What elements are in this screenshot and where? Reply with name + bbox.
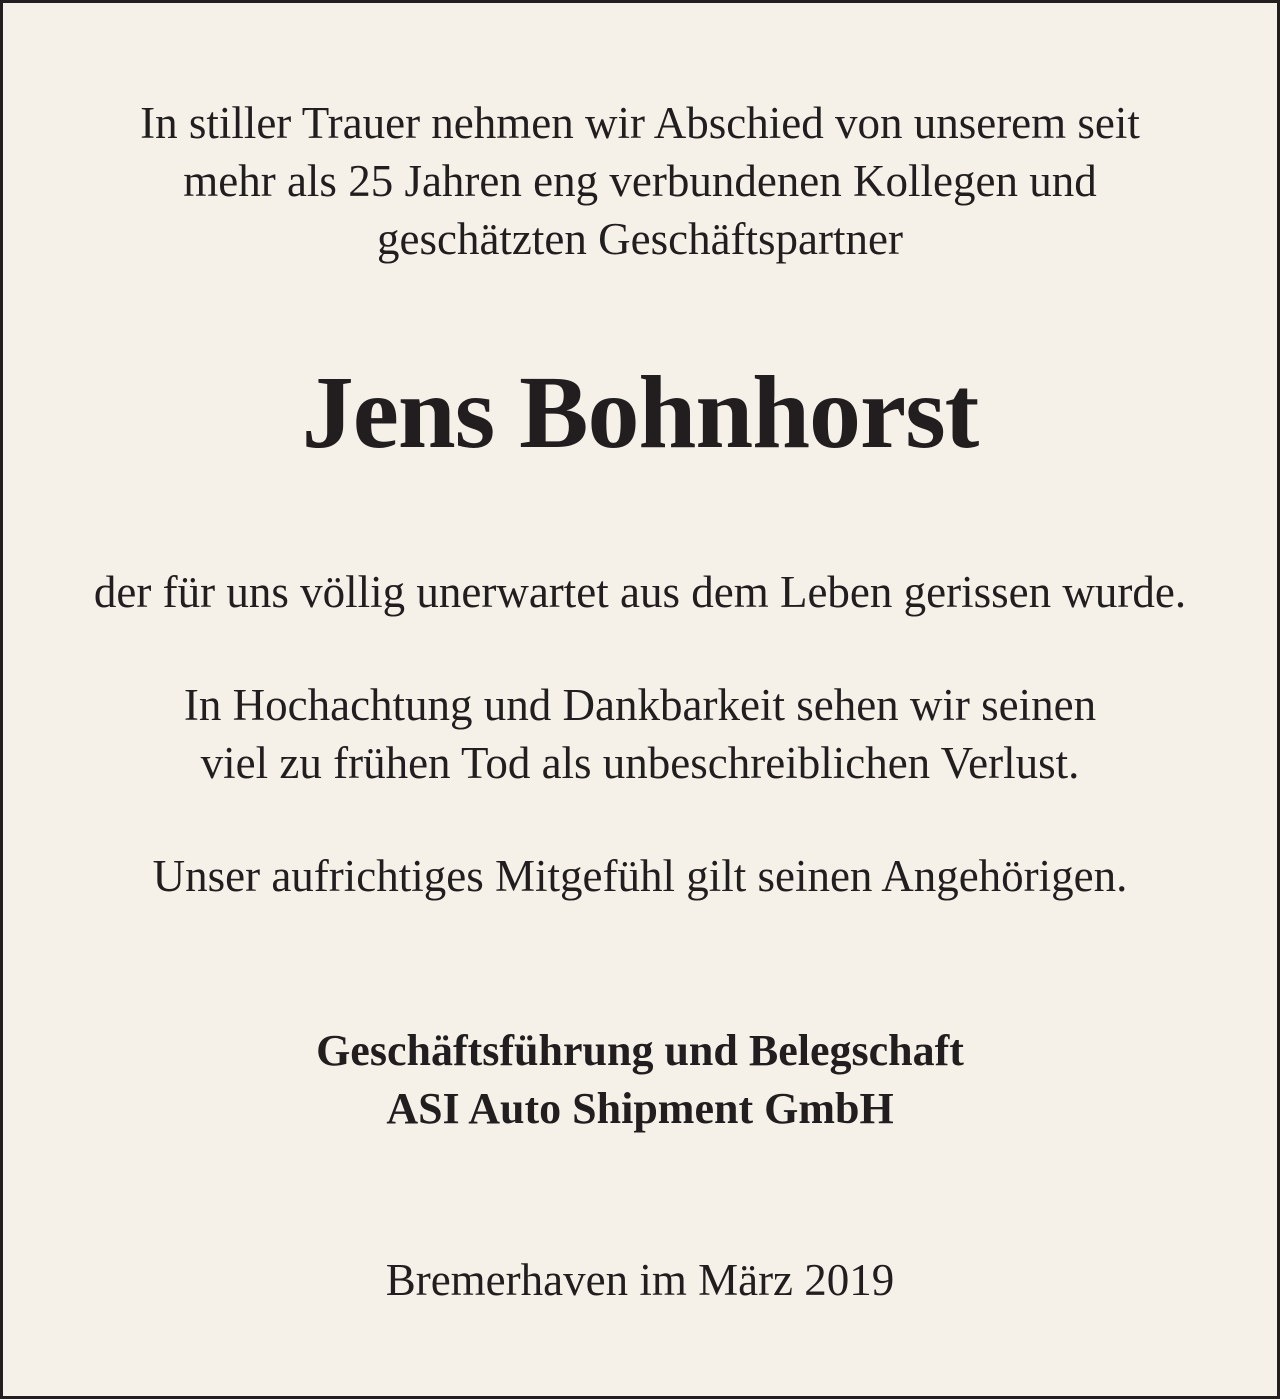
deceased-name: Jens Bohnhorst xyxy=(301,355,979,470)
signature-line-2: ASI Auto Shipment GmbH xyxy=(386,1084,894,1133)
intro-line-1: In stiller Trauer nehmen wir Abschied von unserem seit xyxy=(140,98,1140,148)
condolence-line: Unser aufrichtiges Mitgefühl gilt seinen Angehörigen. xyxy=(152,851,1128,901)
statement-line: der für uns völlig unerwartet aus dem Leben gerissen wurde. xyxy=(93,567,1187,617)
intro-line-2: mehr als 25 Jahren eng verbundenen Kollegen und xyxy=(183,156,1097,206)
tribute-line-1: In Hochachtung und Dankbarkeit sehen wir seinen xyxy=(183,680,1097,730)
signature-line-1: Geschäftsführung und Belegschaft xyxy=(316,1026,964,1075)
place-date-line: Bremerhaven im März 2019 xyxy=(385,1255,895,1305)
tribute-line-2: viel zu frühen Tod als unbeschreiblichen Verlust. xyxy=(200,738,1080,788)
intro-line-3: geschätzten Geschäftspartner xyxy=(377,214,903,264)
